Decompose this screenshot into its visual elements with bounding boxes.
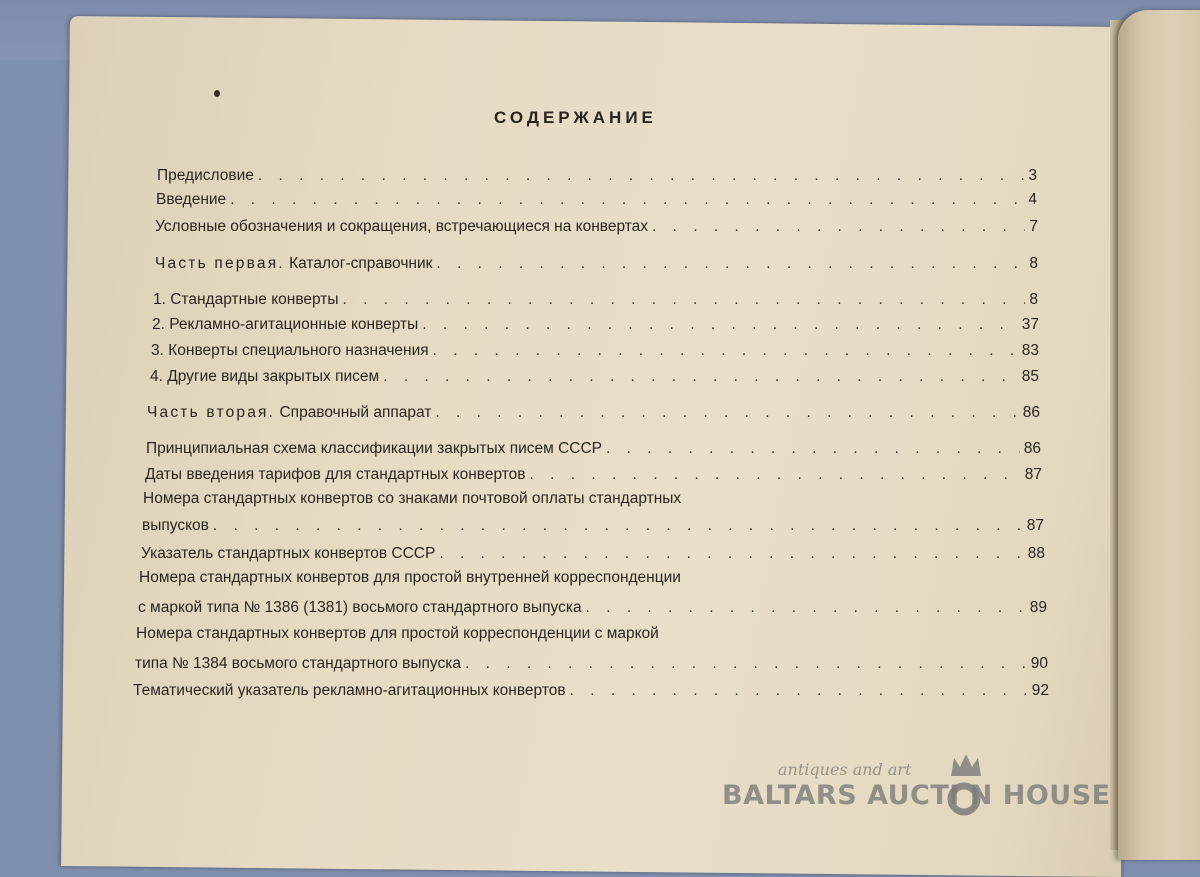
toc-entry	[157, 165, 1037, 185]
toc-entry-label: Часть вторая. Справочный аппарат	[147, 404, 432, 421]
toc-entry-page: 7	[1029, 218, 1038, 235]
toc-entry	[145, 464, 1042, 484]
toc-part-heading	[155, 253, 1038, 273]
toc-entry	[142, 515, 1044, 535]
dot-leader	[383, 368, 1018, 386]
toc-entry	[155, 216, 1038, 236]
dot-leader	[213, 517, 1023, 535]
toc-entry-label: Часть первая. Каталог-справочник	[155, 255, 433, 272]
toc-entry-page: 89	[1029, 599, 1047, 616]
dot-leader	[343, 291, 1026, 309]
toc-entry-page: 3	[1028, 167, 1037, 184]
toc-entry-page: 88	[1027, 545, 1045, 562]
toc-entry-label: 3. Конверты специального назначения	[151, 342, 429, 359]
toc-entry	[153, 289, 1038, 309]
toc-entry-label: Даты введения тарифов для стандартных конвертов	[145, 466, 526, 483]
toc-entry-label: Указатель стандартных конвертов СССР	[141, 545, 436, 562]
toc-entry-page: 92	[1031, 682, 1049, 699]
toc-entry-page: 8	[1029, 291, 1038, 308]
dot-leader	[433, 342, 1018, 360]
toc-entry-label: Тематический указатель рекламно-агитационных конвертов	[133, 682, 566, 699]
dot-leader	[435, 404, 1018, 422]
toc-entry-label: Принципиальная схема классификации закрытых писем СССР	[146, 440, 603, 457]
toc-entry-page: 86	[1023, 440, 1041, 457]
watermark-brand: BALTARS AUCTI N HOUSE	[722, 780, 1111, 811]
toc-entry-page: 87	[1024, 466, 1042, 483]
toc-entry	[152, 314, 1039, 334]
dot-leader	[422, 316, 1017, 334]
toc-entry-label: Введение	[156, 191, 227, 208]
toc-entry-label: с маркой типа № 1386 (1381) восьмого стандартного выпуска	[138, 599, 582, 616]
dot-leader	[586, 599, 1026, 617]
toc-entry-label: типа № 1384 восьмого стандартного выпуска	[135, 655, 461, 672]
toc-entry-label: выпусков	[142, 517, 209, 534]
toc-entry	[146, 438, 1041, 458]
dot-leader	[439, 545, 1023, 563]
toc-entry	[156, 189, 1037, 209]
toc-entry	[151, 340, 1039, 360]
crown-icon	[948, 750, 984, 780]
toc-entry-line1: Номера стандартных конвертов со знаками почтовой оплаты стандартных	[143, 490, 682, 507]
toc-entry	[138, 597, 1047, 617]
toc-part-heading	[147, 402, 1040, 422]
toc-entry	[141, 543, 1045, 563]
dot-leader	[465, 655, 1027, 673]
toc-entry-label: 2. Рекламно-агитационные конверты	[152, 316, 419, 333]
watermark-tagline: antiques and art	[778, 760, 912, 779]
toc-entry-label: Предисловие	[157, 167, 254, 184]
dot-leader	[606, 440, 1020, 458]
toc-entry-line1: Номера стандартных конвертов для простой корреспонденции с маркой	[136, 625, 659, 642]
toc-entry-page: 4	[1028, 191, 1037, 208]
dot-leader	[230, 191, 1024, 209]
dot-leader	[652, 218, 1025, 236]
dot-leader	[436, 255, 1025, 273]
toc-entry-page: 8	[1029, 255, 1038, 272]
watermark-o-ring-icon	[947, 782, 981, 816]
toc-entry-label: Условные обозначения и сокращения, встречающиеся на конвертах	[155, 218, 649, 235]
dot-leader	[570, 682, 1028, 700]
page-title: СОДЕРЖАНИЕ	[494, 108, 657, 127]
toc-entry-page: 37	[1021, 316, 1039, 333]
dot-leader	[530, 466, 1021, 484]
toc-entry	[150, 366, 1039, 386]
toc-entry-page: 83	[1021, 342, 1039, 359]
auction-house-watermark	[722, 760, 1122, 830]
toc-entry-page: 90	[1030, 655, 1048, 672]
toc-entry-label: 4. Другие виды закрытых писем	[150, 368, 380, 385]
toc-entry	[133, 680, 1049, 700]
toc-entry-page: 86	[1022, 404, 1040, 421]
toc-entry-label: 1. Стандартные конверты	[153, 291, 339, 308]
toc-entry-page: 85	[1021, 368, 1039, 385]
toc-entry-line1: Номера стандартных конвертов для простой внутренней корреспонденции	[139, 569, 681, 586]
toc-entry	[135, 653, 1048, 673]
toc-entry-page: 87	[1026, 517, 1044, 534]
dot-leader	[258, 167, 1025, 185]
